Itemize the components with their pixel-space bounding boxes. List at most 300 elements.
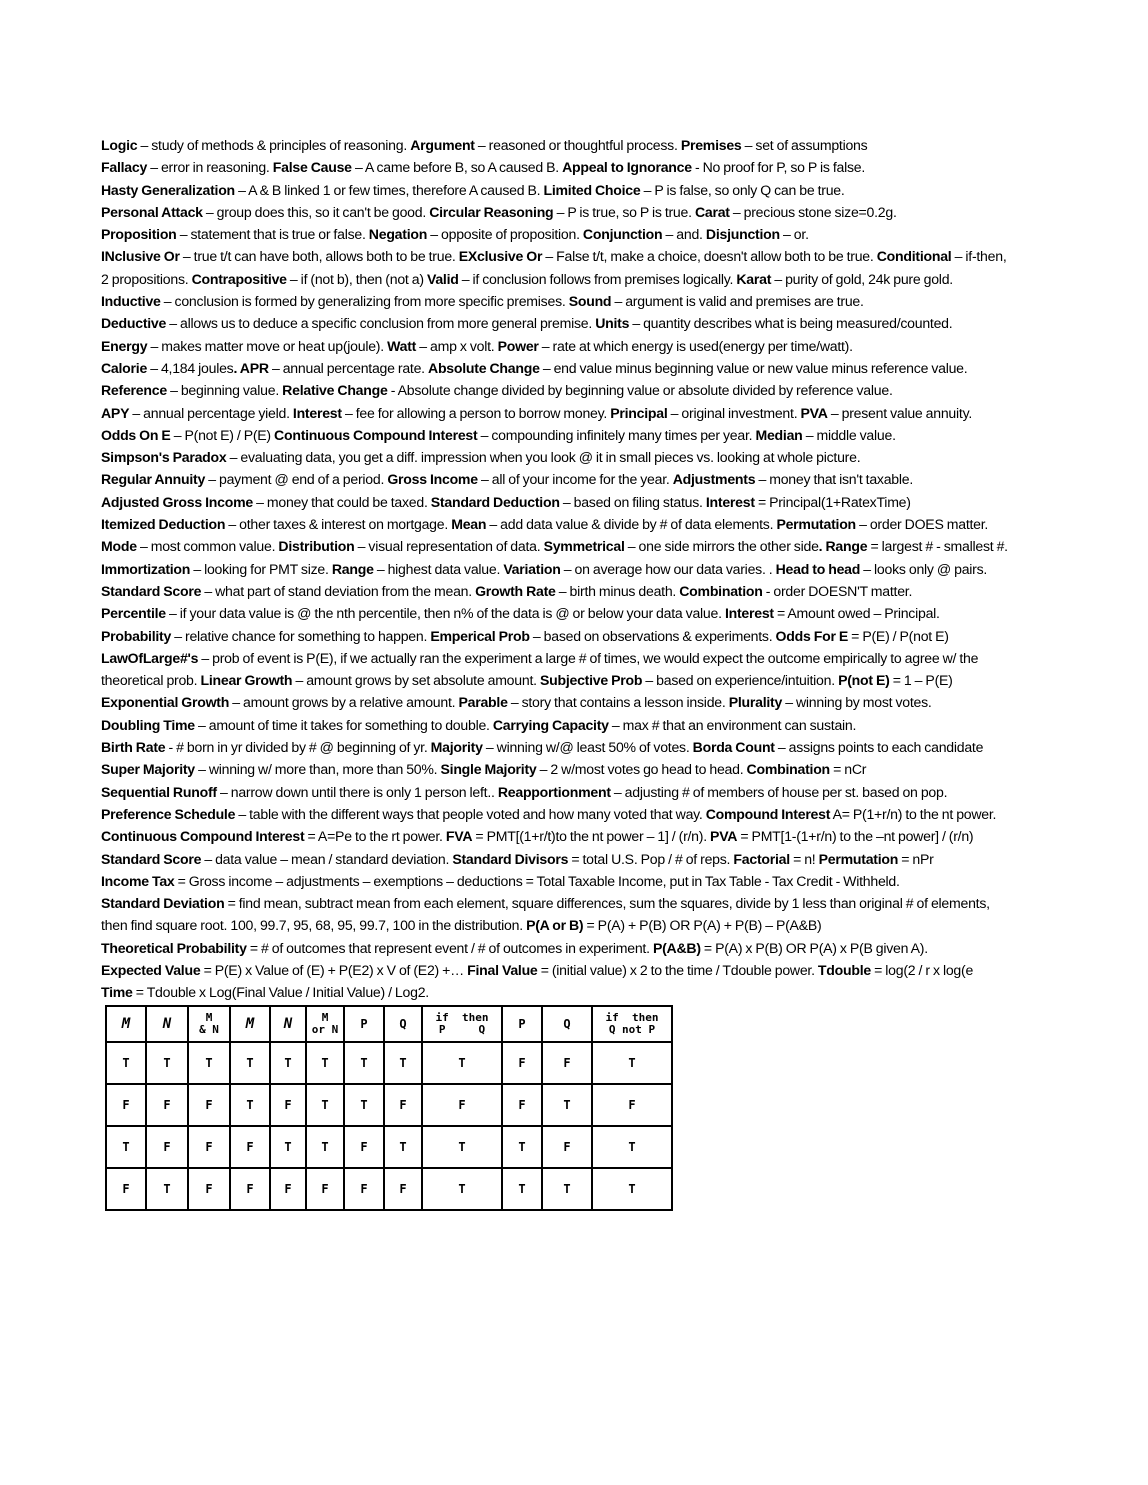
truth-value-cell: F [230,1126,270,1168]
truth-value-cell: T [146,1168,188,1210]
term: Reference [101,382,167,399]
term: Energy [101,337,148,354]
definition-text: – most common value. [136,538,279,555]
term: Majority [430,739,483,756]
header-text: M [245,1016,255,1032]
truth-value-cell: T [542,1084,592,1126]
definition-text: – annual percentage rate. [268,359,429,376]
definition-text: – makes matter move or heat up(joule). [147,337,388,354]
definition-text: – quantity describes what is being measured/counted. [629,315,953,332]
definition-text: – error in reasoning. [147,159,273,176]
term: Power [497,337,539,354]
truth-value-cell: T [306,1084,344,1126]
definition-line [101,914,1061,936]
definition-text: – original investment. [667,404,801,421]
term: Probability [101,627,172,644]
term: Factorial [733,850,790,867]
term: Sequential Runoff [101,783,217,800]
definition-line [101,201,1061,223]
definition-text: = P(A) x P(B) OR P(A) x P(B given A). [700,939,928,956]
truth-value-cell: T [344,1084,384,1126]
term: False Cause [272,159,352,176]
truth-table [105,1005,673,1211]
truth-table-column-header [542,1006,592,1042]
term: Hasty Generalization [101,181,235,198]
definition-text: = PMT[1-(1+r/n) to the –nt power] / (r/n) [737,828,974,845]
definition-text: – table with the different ways that people voted and how many voted that way. [235,805,706,822]
header-text: M [121,1016,131,1032]
term: Premises [680,137,742,153]
definition-line [101,558,1061,580]
truth-table-column-header [106,1006,146,1042]
truth-value-cell: T [230,1042,270,1084]
definition-line [101,134,1061,156]
term: Income Tax [101,872,175,889]
header-text: N [283,1016,293,1032]
definition-text: – or. [779,226,809,243]
term: Absolute Change [428,359,540,376]
term: Circular Reasoning [429,203,554,220]
term: Logic [101,137,138,153]
truth-table-column-header [230,1006,270,1042]
header-text: Q [399,1017,407,1031]
definition-text: = Principal(1+RatexTime) [754,493,911,510]
term: . Range [818,538,868,555]
definition-text: – fee for allowing a person to borrow money. [341,404,611,421]
term: Disjunction [705,226,780,243]
definition-text: – set of assumptions [741,137,868,153]
term: Mode [101,538,137,555]
definition-line [101,602,1061,624]
definition-text: – opposite of proposition. [427,226,583,243]
definition-text: – based on filing status. [559,493,706,510]
truth-value-cell: T [146,1042,188,1084]
definition-line [101,156,1061,178]
definition-text: – if your data value is @ the nth percentile, then n% of the data is @ or below your data value. [165,605,725,622]
definition-text: – end value minus beginning value or new value minus reference value. [539,359,968,376]
definition-line [101,669,1061,691]
term: Variation [503,560,561,577]
term: Time [101,984,133,1001]
term: Permutation [776,516,856,533]
term: Interest [705,493,755,510]
definition-text: = (initial value) x 2 to the time / Tdouble power. [537,961,818,978]
definition-line [101,870,1061,892]
definition-line [101,268,1061,290]
header-text: P [518,1017,526,1031]
definition-line [101,758,1061,780]
definition-text: – statement that is true or false. [176,226,369,243]
term: Argument [410,137,475,153]
definition-text: – prob of event is P(E), if we actually ran the experiment a large # of times, we would expect the outcome empirically to agree w/ the [198,649,979,666]
truth-value-cell: F [502,1084,542,1126]
term: Principal [610,404,668,421]
definition-text: – A & B linked 1 or few times, therefore A caused B. [234,181,544,198]
definition-line [101,424,1061,446]
definition-text: = P(A) + P(B) OR P(A) + P(B) – P(A&B) [583,917,822,934]
term: Parable [458,694,508,711]
term: PVA [800,404,828,421]
header-text: & N [199,1023,219,1036]
truth-value-cell: F [146,1084,188,1126]
definition-line [101,848,1061,870]
definition-text: – max # that an environment can sustain. [608,716,857,733]
definition-text: = largest # - smallest #. [867,538,1008,555]
definition-text: 2 propositions. [101,270,192,287]
term: Adjusted Gross Income [101,493,253,510]
definition-line [101,714,1061,736]
definition-text: – P is false, so only Q can be true. [640,181,845,198]
definition-line [101,290,1061,312]
definition-text: – P(not E) / P(E) [170,426,275,443]
truth-table-column-header [188,1006,230,1042]
definition-text: – looks only @ pairs. [860,560,988,577]
truth-table-column-header [344,1006,384,1042]
definition-line [101,959,1061,981]
truth-value-cell: F [188,1126,230,1168]
definition-text: = n! [789,850,819,867]
truth-value-cell: T [306,1042,344,1084]
term: Linear Growth [200,672,293,689]
definition-text: – data value – mean / standard deviation. [201,850,453,867]
definition-text: – money that isn't taxable. [755,471,914,488]
definition-text: = # of outcomes that represent event / # of outcomes in experiment. [246,939,653,956]
truth-value-cell: T [422,1126,502,1168]
truth-value-cell: T [270,1042,306,1084]
term: Odds For E [775,627,849,644]
definition-text: = nPr [898,850,934,867]
term: Immortization [101,560,191,577]
definition-line [101,781,1061,803]
header-text: if then [605,1011,659,1024]
truth-value-cell: F [384,1084,422,1126]
term: Combination [746,761,830,778]
truth-value-cell: F [422,1084,502,1126]
term: Compound Interest [705,805,831,822]
truth-value-cell: T [188,1042,230,1084]
truth-value-cell: T [230,1084,270,1126]
truth-value-cell: F [188,1084,230,1126]
definition-text: – story that contains a lesson inside. [507,694,729,711]
truth-value-cell: T [592,1168,672,1210]
truth-table-column-header [422,1006,502,1042]
term: Mean [451,516,487,533]
term: Borda Count [692,739,775,756]
definition-text: A= P(1+r/n) to the nt power. [830,805,997,822]
definition-text: – adjusting # of members of house per st. based on pop. [610,783,948,800]
term: Growth Rate [475,582,556,599]
term: Median [755,426,803,443]
term: Doubling Time [101,716,195,733]
truth-table-row [106,1168,672,1210]
truth-value-cell: T [422,1168,502,1210]
term: Appeal to Ignorance [562,159,692,176]
truth-value-cell: T [344,1042,384,1084]
term: Contrapositive [191,270,287,287]
term: Continuous Compound Interest [101,828,305,845]
truth-table-column-header [592,1006,672,1042]
truth-value-cell: F [542,1042,592,1084]
term: Fallacy [101,159,148,176]
definition-text: – middle value. [802,426,896,443]
definition-text: – 4,184 joules [147,359,234,376]
term: Valid [426,270,459,287]
definition-text: – winning by most votes. [782,694,932,711]
term: Birth Rate [101,739,166,756]
definition-text: = Gross income – adjustments – exemptions – deductions = Total Taxable Income, put in Tax Table - Tax Credit - Withheld. [174,872,900,889]
term: Standard Score [101,850,202,867]
term: Reapportionment [497,783,611,800]
definition-text: – conclusion is formed by generalizing from more specific premises. [160,293,569,310]
definition-line [101,468,1061,490]
definition-line [101,513,1061,535]
definition-text: – true t/t can have both, allows both to be true. [179,248,459,265]
definition-text: – if (not b), then (not a) [286,270,427,287]
definition-text: – if-then, [951,248,1007,265]
term: Proposition [101,226,177,243]
definition-text: = P(E) x Value of (E) + P(E2) x V of (E2) +… [200,961,468,978]
term: Standard Deduction [430,493,560,510]
definition-line [101,335,1061,357]
truth-value-cell: T [384,1042,422,1084]
truth-value-cell: F [146,1126,188,1168]
term: Super Majority [101,761,195,778]
definition-text: – order DOES matter. [855,516,989,533]
truth-value-cell: T [384,1126,422,1168]
definition-text: – all of your income for the year. [477,471,673,488]
definition-text: = find mean, subtract mean from each element, square differences, sum the squares, divide by 1 less than original # of elements, [224,895,990,912]
definition-text: – and. [662,226,706,243]
truth-value-cell: F [106,1084,146,1126]
header-text: M [205,1011,213,1024]
term: Standard Deviation [101,895,225,912]
truth-table-column-header [146,1006,188,1042]
term: Interest [292,404,342,421]
truth-value-cell: F [270,1168,306,1210]
definition-line [101,223,1061,245]
term: Itemized Deduction [101,516,226,533]
definition-text: = total U.S. Pop / # of reps. [568,850,734,867]
truth-value-cell: T [592,1126,672,1168]
definition-text: theoretical prob. [101,672,201,689]
term: PVA [710,828,738,845]
header-text: M [321,1011,329,1024]
definition-text: – visual representation of data. [354,538,544,555]
definition-text: – reasoned or thoughtful process. [474,137,681,153]
term: Preference Schedule [101,805,236,822]
truth-value-cell: T [592,1042,672,1084]
definition-text: = A=Pe to the rt power. [304,828,446,845]
definition-text: – precious stone size=0.2g. [729,203,897,220]
term: Single Majority [440,761,537,778]
term: Carat [694,203,730,220]
term: Emperical Prob [430,627,530,644]
truth-value-cell: T [106,1126,146,1168]
term: P(A or B) [526,917,584,934]
definition-text: – beginning value. [166,382,283,399]
truth-value-cell: F [188,1168,230,1210]
term: Adjustments [672,471,756,488]
term: Conditional [876,248,952,265]
term: Sound [568,293,612,310]
definition-text: – argument is valid and premises are true. [611,293,864,310]
definition-text: – one side mirrors the other side [624,538,819,555]
definition-text: – compounding infinitely many times per year. [477,426,756,443]
term: P(A&B) [652,939,701,956]
term: APY [101,404,130,421]
term: Units [595,315,630,332]
definition-line [101,402,1061,424]
definition-text: – present value annuity. [827,404,972,421]
definition-line [101,825,1061,847]
definition-text: = Tdouble x Log(Final Value / Initial Value) / Log2. [132,984,429,1001]
header-text: P Q [438,1023,486,1036]
definition-text: – relative chance for something to happen. [171,627,431,644]
definition-line [101,379,1061,401]
truth-table-column-header [306,1006,344,1042]
definition-text: – payment @ end of a period. [205,471,388,488]
definition-text: – False t/t, make a choice, doesn't allow both to be true. [542,248,877,265]
definition-text: – rate at which energy is used(energy per time/watt). [538,337,853,354]
definition-line [101,446,1061,468]
truth-table-row [106,1042,672,1084]
truth-value-cell: F [270,1084,306,1126]
term: Simpson's Paradox [101,449,227,466]
term: Negation [368,226,428,243]
header-text: or N [311,1023,339,1036]
definition-text: – amount of time it takes for something to double. [194,716,493,733]
definition-text: - # born in yr divided by # @ beginning of yr. [165,739,431,756]
term: LawOfLarge#'s [101,649,199,666]
definition-line [101,357,1061,379]
definition-text: – what part of stand deviation from the mean. [201,582,476,599]
truth-table-column-header [270,1006,306,1042]
term: Limited Choice [543,181,641,198]
definition-text: = 1 – P(E) [889,672,953,689]
definition-text: – other taxes & interest on mortgage. [225,516,452,533]
definition-text: – amount grows by set absolute amount. [292,672,540,689]
term: Tdouble [817,961,871,978]
definition-text: – amount grows by a relative amount. [229,694,459,711]
term: Final Value [467,961,538,978]
definition-line [101,981,1061,1003]
definition-text: – if conclusion follows from premises logically. [458,270,737,287]
truth-table-column-header [384,1006,422,1042]
definition-text: – annual percentage yield. [129,404,293,421]
definitions-text [101,134,1061,1004]
definition-line [101,312,1061,334]
truth-value-cell: F [306,1168,344,1210]
term: Conjunction [582,226,663,243]
term: Combination [679,582,763,599]
definition-text: – looking for PMT size. [190,560,332,577]
term: Plurality [728,694,783,711]
definition-line [101,937,1061,959]
term: EXclusive Or [458,248,543,265]
definition-line [101,892,1061,914]
definition-text: – based on experience/intuition. [642,672,839,689]
definition-line [101,491,1061,513]
truth-value-cell: T [106,1042,146,1084]
term: Percentile [101,605,166,622]
definition-line [101,245,1061,267]
term: Karat [736,270,772,287]
definition-text: – birth minus death. [555,582,680,599]
term: . APR [233,359,269,376]
definition-line [101,691,1061,713]
term: Relative Change [282,382,388,399]
header-text: Q [563,1017,571,1031]
definition-text: – allows us to deduce a specific conclusion from more general premise. [166,315,596,332]
term: Carrying Capacity [492,716,609,733]
term: Standard Divisors [452,850,569,867]
term: Gross Income [387,471,478,488]
truth-table-row [106,1126,672,1168]
truth-value-cell: T [270,1126,306,1168]
truth-table-row [106,1084,672,1126]
truth-value-cell: F [344,1126,384,1168]
truth-value-cell: F [344,1168,384,1210]
definition-text: = Amount owed – Principal. [773,605,940,622]
definition-line [101,803,1061,825]
definition-line [101,179,1061,201]
term: Permutation [818,850,899,867]
definition-text: – winning w/ more than, more than 50%. [194,761,441,778]
definition-text: – on average how our data varies. . [560,560,776,577]
truth-value-cell: T [502,1168,542,1210]
term: INclusive Or [101,248,180,265]
term: P(not E) [838,672,890,689]
truth-value-cell: F [384,1168,422,1210]
definition-text: = PMT[(1+r/t)to the nt power – 1] / (r/n). [472,828,711,845]
header-text: if then [435,1011,489,1024]
term: Standard Score [101,582,202,599]
term: Odds On E [101,426,171,443]
term: Watt [387,337,417,354]
definition-text: – P is true, so P is true. [553,203,695,220]
definition-text: – 2 w/most votes go head to head. [536,761,747,778]
term: Expected Value [101,961,201,978]
truth-value-cell: F [542,1126,592,1168]
truth-value-cell: F [106,1168,146,1210]
truth-value-cell: F [230,1168,270,1210]
term: Calorie [101,359,148,376]
definition-text: - order DOESN'T matter. [762,582,913,599]
definition-text: – narrow down until there is only 1 person left.. [216,783,498,800]
truth-value-cell: T [306,1126,344,1168]
term: Exponential Growth [101,694,230,711]
truth-table-column-header [502,1006,542,1042]
term: Inductive [101,293,161,310]
definition-line [101,647,1061,669]
definition-text: – assigns points to each candidate [774,739,984,756]
header-text: N [162,1016,172,1032]
header-text: Q not P [608,1023,656,1036]
definition-text: = log(2 / r x log(e [870,961,974,978]
term: Distribution [278,538,355,555]
definition-text: – purity of gold, 24k pure gold. [771,270,953,287]
definition-text: = nCr [829,761,867,778]
term: Theoretical Probability [101,939,247,956]
truth-value-cell: T [502,1126,542,1168]
definition-text: then find square root. 100, 99.7, 95, 68, 95, 99.7, 100 in the distribution. [101,917,527,934]
definition-text: – evaluating data, you get a diff. impression when you look @ it in small pieces vs. looking at whole picture. [226,449,861,466]
term: Regular Annuity [101,471,206,488]
term: Head to head [775,560,861,577]
definition-text: – money that could be taxed. [252,493,431,510]
term: Subjective Prob [539,672,643,689]
term: FVA [445,828,473,845]
